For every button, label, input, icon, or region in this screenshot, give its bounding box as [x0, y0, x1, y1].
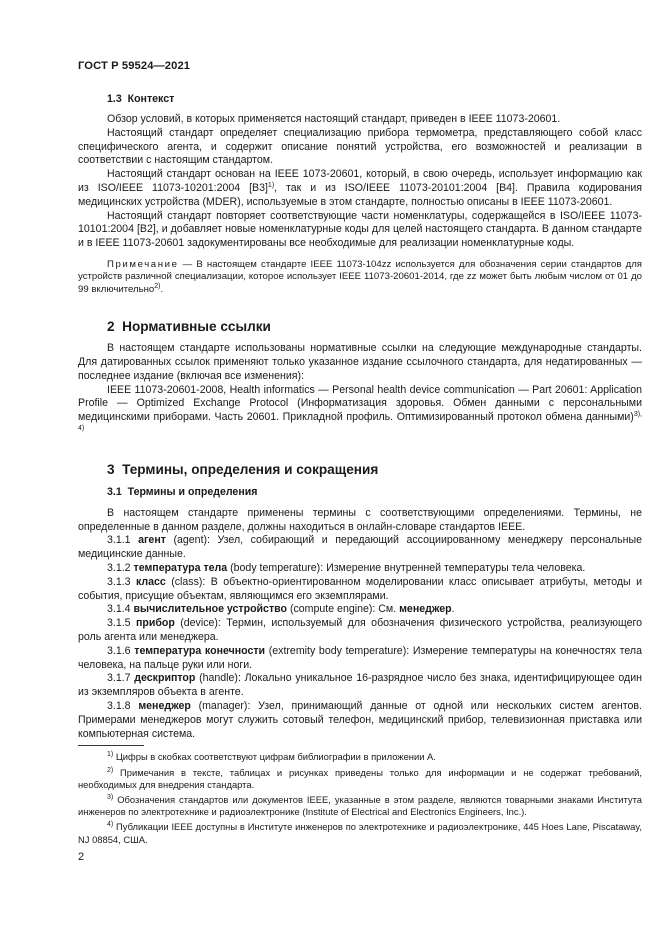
term-definition: (device): Термин, используемый для обозначения физического устройства, реализующего роль агента или менеджера. [78, 617, 642, 643]
footnote-ref-1: 1) [267, 181, 275, 189]
footnote-mark: 3) [107, 793, 114, 801]
section-1-3-paragraph-1: Обзор условий, в которых применяется настоящий стандарт, приведен в IEEE 11073-20601. [107, 113, 561, 125]
term-3-1-1 [78, 534, 642, 562]
section-1-3-paragraph-4: Настоящий стандарт повторяет соответствующие части номенклатуры, содержащейся в ISO/IEEE 11073-10101:2004 [B2], и добавляет новые номенклатурные коды для целей настоящего стандарта. В данном стандарте и в IEEE 11073-20601 задокументированы все необходимые для реализации номенклатурные коды. [78, 209, 642, 250]
footnote-2 [78, 767, 642, 791]
term-number: 3.1.5 [107, 617, 131, 630]
term-name: прибор [135, 617, 175, 630]
section-3-1-intro: В настоящем стандарте применены термины с соответствующими определениями. Термины, не определенные в данном разделе, должны находиться в онлайн-словаре стандартов IEEE. [78, 506, 642, 533]
term-definition: (agent): Узел, собирающий и передающий ассоциированному менеджеру персональные медицинские данные. [78, 534, 643, 561]
section-3-1-heading [107, 485, 642, 499]
term-3-1-8 [78, 700, 642, 741]
term-definition-end: . [451, 603, 455, 616]
term-3-1-4 [78, 603, 642, 617]
footnote-mark: 4) [107, 821, 114, 829]
section-3-title: Термины, определения и сокращения [122, 461, 379, 477]
term-name: вычислительное устройство [133, 603, 287, 616]
footnote-4 [78, 821, 642, 845]
footnote-divider [78, 745, 144, 746]
term-name: класс [135, 575, 166, 588]
section-3-number: 3 [107, 461, 115, 477]
term-definition: (class): В объектно-ориентированном моделировании класс описывает атрибуты, методы и события, присущие объектам, являющимся его экземплярами. [78, 575, 642, 602]
term-number: 3.1.6 [107, 644, 131, 657]
term-name: менеджер [138, 699, 191, 712]
paragraph-3-text-a: Настоящий стандарт основан на IEEE 1073-20601, который, в свою очередь, использует информацию как из ISO/IEEE 11073-10201:2004 [B3] [78, 168, 642, 194]
note-end: . [160, 283, 164, 295]
section-1-3-paragraph-3 [78, 168, 642, 209]
term-number: 3.1.7 [107, 672, 131, 685]
section-1-3-note [78, 259, 642, 296]
section-1-3-heading [107, 92, 642, 106]
term-name: дескриптор [134, 672, 196, 685]
footnote-text: Примечания в тексте, таблицах и рисунках приведены только для информации и не содержат требований, необходимых для внедрения стандарта. [78, 766, 642, 790]
term-definition: (extremity body temperature): Измерение температуры на конечностях тела человека, на пальце руки или ноги. [78, 644, 642, 671]
section-2-heading [107, 318, 642, 335]
footnote-text: Цифры в скобках соответствуют цифрам библиографии в приложении А. [113, 751, 436, 763]
term-name: агент [138, 534, 166, 547]
footnote-mark: 1) [107, 751, 114, 759]
term-name: температура тела [133, 561, 228, 574]
note-label: Примечание [107, 258, 179, 270]
footnote-text: Обозначения стандартов или документов IEEE, указанные в этом разделе, являются товарными знаками Института инженеров по электротехнике и радиоэлектронике (Institute of Electrical and Electronics Engineers, Inc.). [78, 793, 642, 818]
term-definition: (body temperature): Измерение внутренней температуры тела человека. [227, 561, 586, 574]
paragraph-3-text-b: , так и из ISO/IEEE 11073-20101:2004 [B4]. Правила кодирования медицинских устройства (MDER), используемые в этом стандарте, полностью описаны в IEEE 11073-20601. [78, 181, 643, 208]
note-text: — В настоящем стандарте IEEE 11073-104zz используется для обозначения серии стандартов для устройств различной специализации, которое использует IEEE 11073-20601-2014, где zz может быть любым числом от 01 до 99 включительно [78, 258, 642, 295]
term-cross-reference: менеджер [399, 603, 452, 616]
section-3-heading [107, 461, 642, 478]
section-1-3-number: 1.3 [107, 93, 122, 105]
section-3-1-number: 3.1 [107, 485, 122, 498]
term-definition: (compute engine): См. [287, 603, 400, 616]
term-definition: (handle): Локально уникальное 16-разрядное число без знака, идентифицирующее один из экземпляров объекта в агенте. [78, 672, 642, 699]
standard-header: ГОСТ Р 59524—2021 [78, 60, 191, 72]
section-2-title: Нормативные ссылки [122, 319, 271, 335]
section-2-paragraph-1: В настоящем стандарте использованы нормативные ссылки на следующие международные стандарты. Для датированных ссылок применяют только указанное издание ссылочного стандарта, для недатированных — последнее издание (включая все изменения): [78, 342, 642, 382]
normative-reference-text: IEEE 11073-20601-2008, Health informatics — Personal health device communication — Part 20601: Application Profile — Optimized Exchange Protocol (Информатизация здоровья. Обмен данными с персональными медицинскими приборами. Часть 20601. Прикладной профиль. Оптимизированный протокол обмена данными) [78, 383, 642, 424]
page-content [78, 92, 642, 849]
term-3-1-2 [78, 562, 642, 576]
term-name: температура конечности [134, 644, 266, 657]
footnote-3 [78, 794, 642, 818]
page-number: 2 [78, 851, 85, 863]
term-number: 3.1.3 [107, 575, 131, 588]
term-number: 3.1.8 [107, 699, 131, 712]
footnote-1 [78, 751, 642, 763]
term-number: 3.1.4 [107, 603, 131, 616]
term-3-1-3 [78, 576, 642, 604]
footnote-ref-2: 2) [154, 282, 161, 290]
section-2-paragraph-2 [78, 384, 642, 439]
section-2-number: 2 [107, 319, 115, 335]
section-1-3-title: Контекст [127, 93, 175, 105]
term-3-1-6 [78, 645, 642, 673]
section-1-3-paragraph-2: Настоящий стандарт определяет специализацию прибора термометра, представляющего собой класс специфического агента, и содержит описание понятий устройства, его возможностей и реализации в соответствии с настоящим стандартом. [78, 126, 642, 167]
footnote-ref-3-4: 3), 4) [78, 411, 642, 432]
term-number: 3.1.2 [107, 561, 131, 574]
term-definition: (manager): Узел, принимающий данные от одной или нескольких систем агентов. Примерами менеджеров могут служить сотовый телефон, медицинский прибор, телевизионная приставка или компьютерная система. [78, 699, 642, 740]
footnote-text: Публикации IEEE доступны в Институте инженеров по электротехнике и радиоэлектронике, 445 Hoes Lane, Piscataway, NJ 08854, США. [78, 821, 642, 845]
term-3-1-5 [78, 617, 642, 645]
term-3-1-7 [78, 672, 642, 700]
term-number: 3.1.1 [107, 534, 131, 547]
footnote-mark: 2) [107, 766, 114, 774]
section-3-1-title: Термины и определения [127, 485, 258, 498]
